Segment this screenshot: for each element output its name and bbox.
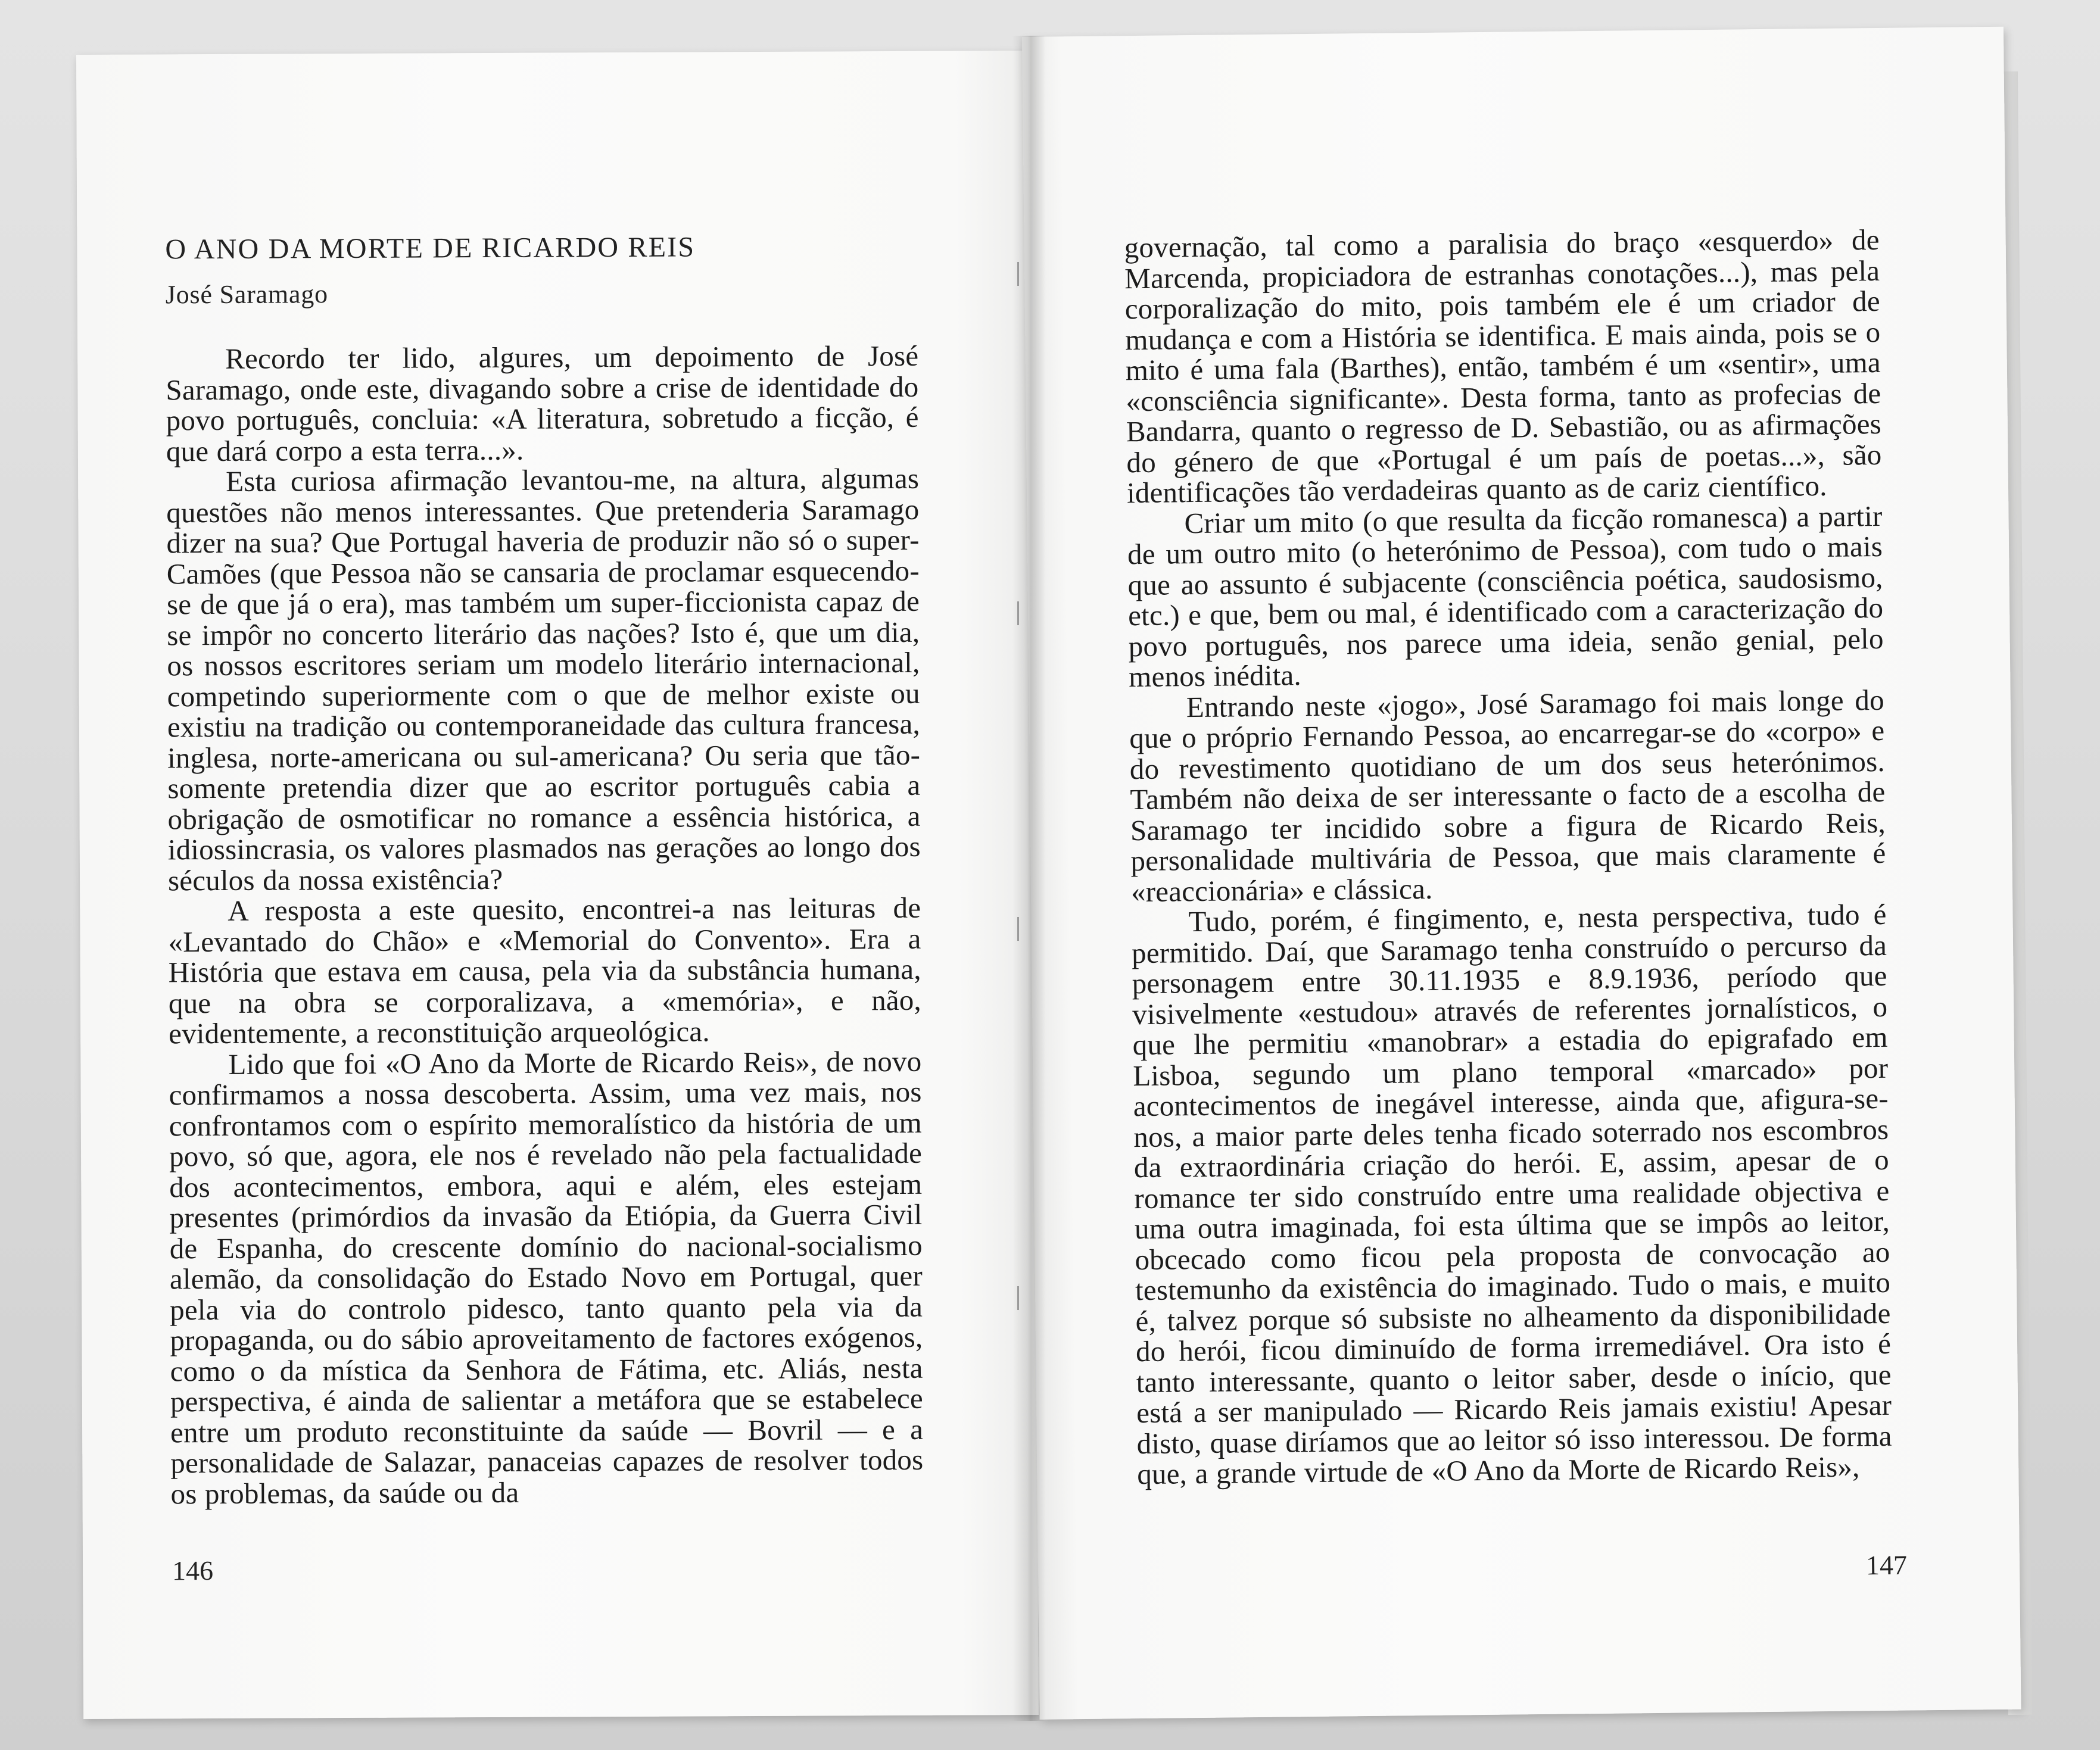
left-page xyxy=(76,51,1039,1719)
binding-stitch xyxy=(1017,1286,1019,1310)
article-title: O ANO DA MORTE DE RICARDO REIS xyxy=(165,231,696,266)
paragraph: Tudo, porém, é fingimento, e, nesta perspectiva, tudo é permitido. Daí, que Saramago tenha construído o percurso da personagem entre 30.11.1935 e 8.9.1936, período que visivelmente «estudou» através de referentes jornalísticos, o que lhe permitiu «manobrar» a estadia do epigrafado em Lisboa, segundo um plano temporal «marcado» por acontecimentos de inegável interesse, ainda que, afigura-se-nos, a maior parte deles tenha ficado soterrado nos escombros da extraordinária criação do herói. E, assim, apesar de o romance ter sido construído entre uma realidade objectiva e uma outra imaginada, foi esta última que se impôs ao leitor, obcecado como ficou pela proposta de convocação ao testemunho da existência do imaginado. Tudo o mais, e muito é, talvez porque só subsiste no alheamento da disponibilidade do herói, ficou diminuído de forma irremediável. Ora isto é tanto interessante, quanto o leitor saber, desde o início, que está a ser manipulado — Ricardo Reis jamais existiu! Apesar disto, quase diríamos que ao leitor só isso interessou. De forma que, a grande virtude de «O Ano da Morte de Ricardo Reis», xyxy=(1131,897,1892,1491)
paragraph: Esta curiosa afirmação levantou-me, na altura, algumas questões não menos interessantes. Que pretenderia Saramago dizer na sua? Que Portugal haveria de produzir não só o super-Camões (que Pessoa não se cansaria de proclamar esquecendo-se de que já o era), mas também um super-ficcionista capaz de se impôr no concerto literário das nações? Isto é, que um dia, os nossos escritores seriam um modelo literário internacional, competindo superiormente com o que de melhor existe ou existiu na tradição ou contemporaneidade das cultura francesa, inglesa, norte-americana ou sul-americana? Ou seria que tão-somente pretendia dizer que ao escritor português cabia a obrigação de osmotificar no romance a essência histórica, a idiossincrasia, os valores plasmados nas gerações ao longo dos séculos da nossa existência? xyxy=(166,461,921,897)
left-text-column xyxy=(166,341,924,1509)
paragraph: A resposta a este quesito, encontrei-a nas leituras de «Levantado do Chão» e «Memorial do Convento». Era a História que estava em causa, pela via da substância humana, que na obra se corporalizava, a «memória», e não, evidentemente, a reconstituição arqueológica. xyxy=(168,891,922,1050)
paragraph: governação, tal como a paralisia do braço «esquerdo» de Marcenda, propiciadora de estranhas conotações...), mas pela corporalização do mito, pois também ele é um criador de mudança e com a História se identifica. E mais ainda, pois se o mito é uma fala (Barthes), então, também é um «sentir», uma «consciência significante». Desta forma, tanto as profecias de Bandarra, quanto o regresso de D. Sebastião, ou as afirmações do género de que «Portugal é um país de poetas...», são identificações tão verdadeiras quanto as de cariz científico. xyxy=(1124,223,1882,510)
binding-stitch xyxy=(1017,917,1019,941)
paragraph: Entrando neste «jogo», José Saramago foi mais longe do que o próprio Fernando Pessoa, ao encarregar-se do «corpo» e do revestimento quotidiano de um dos seus heterónimos. Também não deixa de ser interessante o facto de a escolha de Saramago ter incidido sobre a figura de Ricardo Reis, personalidade multivária de Pessoa, que mais claramente é «reaccionária» e clássica. xyxy=(1129,683,1886,908)
page-number-right: 147 xyxy=(1865,1549,1908,1581)
paragraph: Criar um mito (o que resulta da ficção romanesca) a partir de um outro mito (o heterónimo de Pessoa), com tudo o mais que ao assunto é subjacente (consciência poética, saudosismo, etc.) e que, bem ou mal, é identificado com a caracterização do povo português, nos parece uma ideia, senão genial, pelo menos inédita. xyxy=(1127,499,1884,694)
binding-stitch xyxy=(1017,601,1019,625)
article-author: José Saramago xyxy=(165,279,328,310)
right-text-column xyxy=(1124,224,1892,1490)
right-page xyxy=(1022,27,2021,1720)
paragraph: Recordo ter lido, algures, um depoimento de José Saramago, onde este, divagando sobre a crise de identidade do povo português, concluia: «A literatura, sobretudo a ficção, é que dará corpo a esta terra...». xyxy=(166,339,919,467)
page-number-left: 146 xyxy=(172,1555,214,1586)
paragraph: Lido que foi «O Ano da Morte de Ricardo Reis», de novo confirmamos a nossa descoberta. Assim, uma vez mais, nos confrontamos com o espírito memoralístico da história de um povo, só que, agora, ele nos é revelado não pela factualidade dos acontecimentos, embora, aqui e além, eles estejam presentes (primórdios da invasão da Etiópia, da Guerra Civil de Espanha, do crescente domínio do nacional-socialismo alemão, da consolidação do Estado Novo em Portugal, quer pela via do controlo pidesco, tanto quanto pela via da propaganda, ou do sábio aproveitamento de factores exógenos, como o da mística da Senhora de Fátima, etc. Aliás, nesta perspectiva, é ainda de salientar a metáfora que se estabelece entre um produto reconstituinte da saúde — Bovril — e a personalidade de Salazar, panaceias capazes de resolver todos os problemas, da saúde ou da xyxy=(169,1044,924,1510)
binding-stitch xyxy=(1017,262,1019,286)
